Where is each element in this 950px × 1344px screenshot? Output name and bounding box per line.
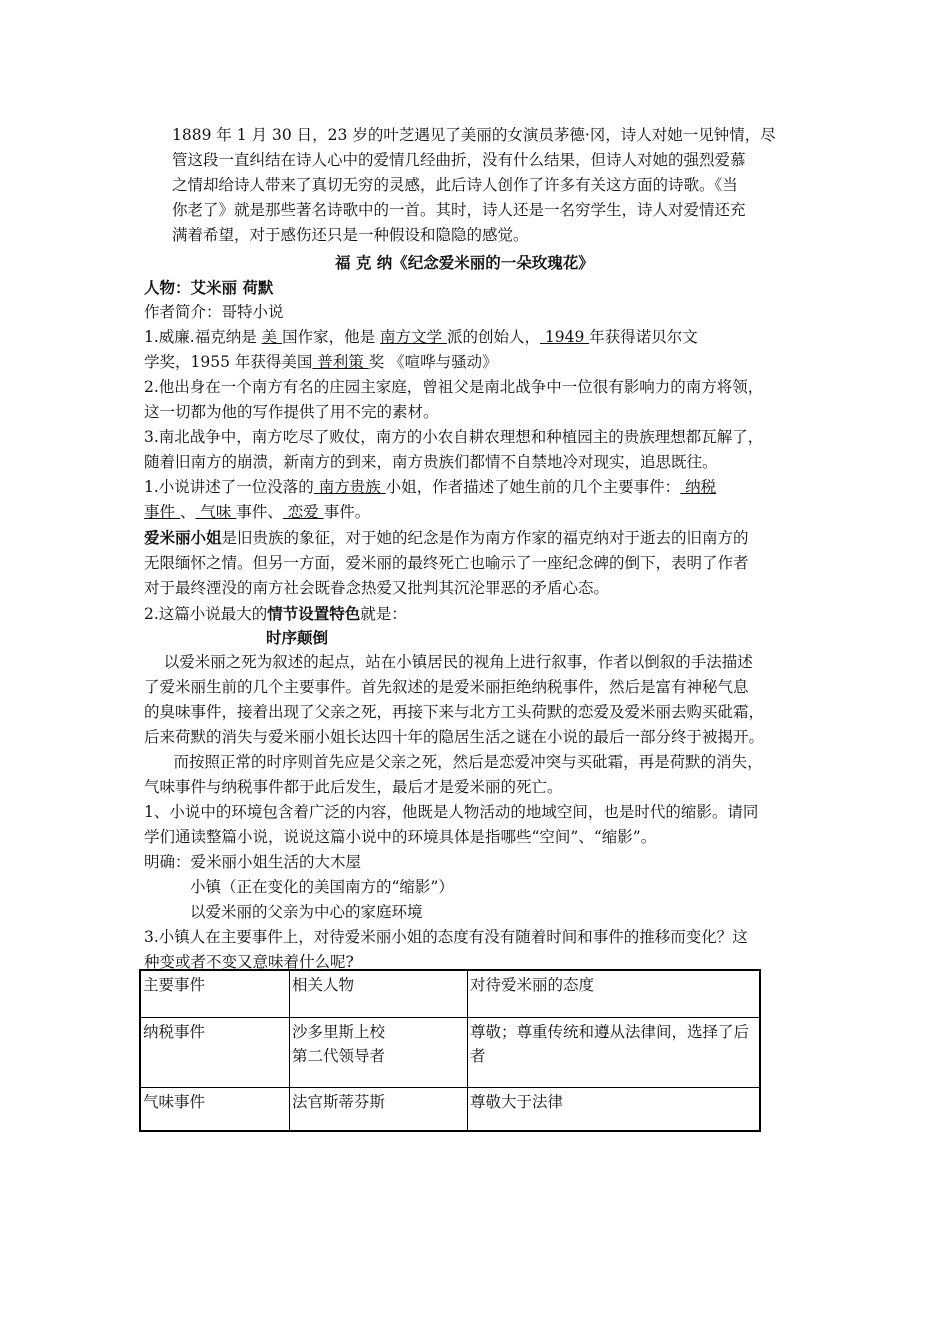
intro-line: 之情却给诗人带来了真切无穷的灵感，此后诗人创作了许多有关这方面的诗歌。《当 [172, 176, 738, 194]
environment-question-line: 学们通读整篇小说，说说这篇小说中的环境具体是指哪些“空间”、“缩影”。 [144, 828, 657, 846]
paragraph-2-line: 这一切都为他的写作提供了用不完的素材。 [144, 403, 439, 421]
section-title: 福 克 纳《纪念爱米丽的一朵玫瑰花》 [335, 253, 594, 272]
environment-question-line: 1、小说中的环境包含着广泛的内容，他既是人物活动的地域空间，也是时代的缩影。请同 [144, 803, 759, 821]
narrative-line: 而按照正常的时序则首先应是父亲之死，然后是恋爱冲突与买砒霜，再是荷默的消失， [144, 753, 763, 771]
intro-line: 满着希望，对于感伤还只是一种假设和隐隐的感觉。 [172, 226, 529, 244]
narrative-body [144, 650, 820, 975]
attitude-question-line: 3.小镇人在主要事件上，对待爱米丽小姐的态度有没有随着时间和事件的推移而变化？这 [144, 928, 748, 946]
table-header-cell: 相关人物 [290, 970, 468, 1017]
table-header-row [140, 970, 760, 1017]
intro-paragraph [172, 123, 820, 248]
plot-answer: 时序颠倒 [266, 628, 329, 647]
intro-line: 1889 年 1 月 30 日，23 岁的叶芝遇见了美丽的女演员茅德·冈，诗人对她一见钟情，尽 [172, 126, 776, 144]
table-row [140, 1017, 760, 1087]
narrative-line: 以爱米丽之死为叙述的起点，站在小镇居民的视角上进行叙事，作者以倒叙的手法描述 [144, 653, 753, 671]
attitude-question-line: 种变或者不变又意味着什么呢? [144, 953, 354, 971]
events-table [139, 969, 761, 1132]
table-header-cell: 对待爱米丽的态度 [468, 970, 761, 1017]
fill-in-question-1-cont: 学奖，1955 年获得美国 普利策 奖 《喧哗与骚动》 [144, 353, 498, 371]
clarify-line: 以爱米丽的父亲为中心的家庭环境 [190, 903, 423, 921]
table-cell: 法官斯蒂芬斯 [290, 1087, 468, 1131]
clarify-line: 小镇（正在变化的美国南方的“缩影”） [190, 878, 454, 896]
table-cell: 纳税事件 [140, 1017, 290, 1087]
narrative-line: 后来荷默的消失与爱米丽小姐长达四十年的隐居生活之谜在小说的最后一部分终于被揭开。 [144, 728, 765, 746]
emily-paragraph-line: 无限缅怀之情。但另一方面，爱米丽的最终死亡也喻示了一座纪念碑的倒下，表明了作者 [144, 554, 749, 572]
narrative-line: 气味事件与纳税事件都于此后发生，最后才是爱米丽的死亡。 [144, 778, 563, 796]
main-body [144, 275, 820, 627]
characters-line: 人物：艾米丽 荷默 [144, 278, 274, 297]
clarify-line: 明确：爱米丽小姐生活的大木屋 [144, 853, 362, 871]
table-cell: 沙多里斯上校 第二代领导者 [290, 1017, 468, 1087]
author-intro-line: 作者简介：哥特小说 [144, 303, 284, 321]
paragraph-2-line: 2.他出身在一个南方有名的庄园主家庭，曾祖父是南北战争中一位很有影响力的南方将领， [144, 378, 764, 396]
table-cell: 尊敬；尊重传统和遵从法律间，选择了后者 [468, 1017, 761, 1087]
table-header-cell: 主要事件 [140, 970, 290, 1017]
emily-paragraph-line: 对于最终湮没的南方社会既眷念热爱又批判其沉沦罪恶的矛盾心态。 [144, 579, 610, 597]
paragraph-3-line: 随着旧南方的崩溃，新南方的到来，南方贵族们都情不自禁地冷对现实，追思既往。 [144, 453, 718, 471]
fill-in-question-1: 1.威廉.福克纳是 美 国作家，他是 南方文学 派的创始人， 1949 年获得诺贝尔文 [144, 328, 698, 346]
intro-line: 管这段一直纠结在诗人心中的爱情几经曲折，没有什么结果，但诗人对她的强烈爱慕 [172, 151, 746, 169]
paragraph-3-line: 3.南北战争中，南方吃尽了败仗，南方的小农自耕农理想和种植园主的贵族理想都瓦解了， [144, 428, 764, 446]
intro-line: 你老了》就是那些著名诗歌中的一首。其时，诗人还是一名穷学生，诗人对爱情还充 [172, 201, 746, 219]
plot-question: 2.这篇小说最大的情节设置特色就是： [144, 604, 407, 623]
table-cell: 气味事件 [140, 1087, 290, 1131]
table-row [140, 1087, 760, 1131]
narrative-line: 的臭味事件，接着出现了父亲之死，再接下来与北方工头荷默的恋爱及爱米丽去购买砒霜， [144, 703, 765, 721]
fill-in-events-question-cont: 事件 、 气味 事件、 恋爱 事件。 [144, 503, 371, 521]
emily-paragraph-line: 爱米丽小姐是旧贵族的象征，对于她的纪念是作为南方作家的福克纳对于逝去的旧南方的 [144, 528, 749, 547]
narrative-line: 了爱米丽生前的几个主要事件。首先叙述的是爱米丽拒绝纳税事件，然后是富有神秘气息 [144, 678, 749, 696]
table-cell: 尊敬大于法律 [468, 1087, 761, 1131]
fill-in-events-question: 1.小说讲述了一位没落的 南方贵族 小姐，作者描述了她生前的几个主要事件： 纳税 [144, 478, 717, 496]
